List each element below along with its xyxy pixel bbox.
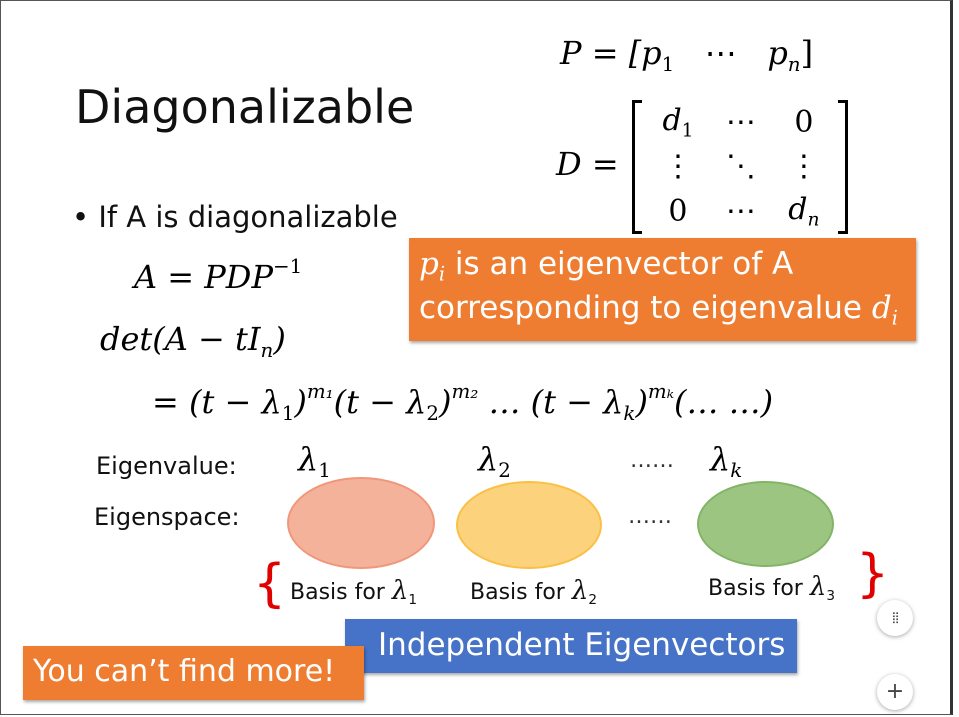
callout-line-1: $p_i$ is an eigenvector of A <box>419 246 794 286</box>
note-text: You can’t find more! <box>33 654 336 689</box>
slide-title: Diagonalizable <box>75 80 415 134</box>
d-cell: ⋮ <box>788 149 819 185</box>
p-matrix-equation: $P = [p_1$ ⋯ $p_n$] <box>560 34 814 76</box>
d-cell: ⋮ <box>662 149 693 185</box>
lambda-2: $\lambda_2$ <box>478 440 511 482</box>
matrix-left-bracket <box>632 100 642 234</box>
eigenvalue-label: Eigenvalue: <box>96 452 237 480</box>
eigenspace-dots: …… <box>628 504 672 529</box>
d-matrix <box>632 100 848 234</box>
bullet-text: • If A is diagonalizable <box>72 200 398 234</box>
left-curly-brace: { <box>253 554 287 614</box>
d-matrix-label: D = <box>556 145 619 183</box>
lambda-k: $\lambda_k$ <box>710 440 743 482</box>
callout-line-2: corresponding to eigenvalue $d_i$ <box>419 290 898 330</box>
d-cell: 0 <box>668 194 688 230</box>
d-cell: ⋯ <box>725 104 756 140</box>
cant-find-more-note <box>23 646 364 700</box>
d-matrix-grid <box>646 100 836 234</box>
basis-label-3: Basis for $\lambda_3$ <box>708 572 836 604</box>
eigenspace-label: Eigenspace: <box>94 503 240 531</box>
eigenvector-callout <box>409 238 916 341</box>
collapse-icon[interactable]: ⣿ <box>877 600 913 636</box>
independent-eigenvectors-banner <box>345 619 797 673</box>
d-cell: ⋱ <box>725 149 756 185</box>
eigenvalue-dots: …… <box>630 448 674 473</box>
lambda-1: $\lambda_1$ <box>298 440 331 482</box>
d-cell: $d_n$ <box>788 192 820 231</box>
basis-label-2: Basis for $\lambda_2$ <box>470 576 598 608</box>
det-line-2: = $(t - \lambda_1)^{m_1}(t - \lambda_2)^{m_2}$ … $(t - \lambda_k)^{m_k}(\dots$ …) <box>152 380 774 425</box>
matrix-right-bracket <box>838 100 848 234</box>
basis-label-1: Basis for $\lambda_1$ <box>290 576 418 608</box>
d-cell: $d_1$ <box>662 103 694 142</box>
right-curly-brace: } <box>856 544 890 604</box>
eigenspace-ellipse-2 <box>456 481 602 569</box>
a-equation: $A = PDP^{-1}$ <box>134 255 303 296</box>
d-cell: ⋯ <box>725 194 756 230</box>
eigenspace-ellipse-k <box>697 481 834 567</box>
banner-text: Independent Eigenvectors <box>378 627 786 663</box>
eigenspace-ellipse-1 <box>287 477 435 569</box>
zoom-in-plus-icon[interactable]: + <box>877 674 913 710</box>
det-line-1: $\det(A - tI_n)$ <box>100 320 286 362</box>
d-cell: 0 <box>794 104 814 140</box>
